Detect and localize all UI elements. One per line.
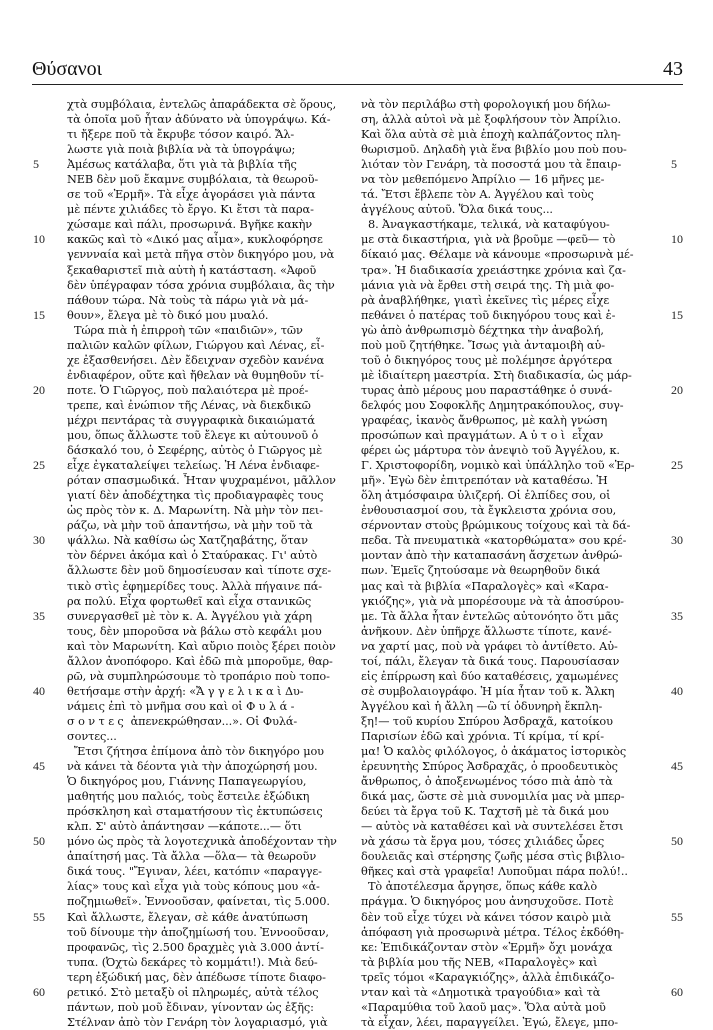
line-number-left: 45 [33,759,45,774]
text-line: νὰ τὸν περιλάβω στὴ φορολογική μου δήλω- [361,98,611,111]
text-line: χε ἐξασθενήσει. Δὲν ἔδειχναν σχεδὸν κανένα [67,353,325,367]
right-column [361,97,642,1030]
text-line: τρεπε, καὶ ἐνώπιον τῆς Λένας, νὰ διεκδικῶ [67,398,311,412]
text-line: μὲ ἰδιαίτερη μαεστρία. Στὴ διαδικασία, ὡς μάρ- [361,368,632,382]
line-number-left: 60 [33,984,45,999]
line-number-left: 15 [33,307,45,322]
text-line: «Παραμύθια τοῦ λαοῦ μας». Ὅλα αὐτὰ μοῦ [361,1000,606,1014]
text-line: Ἀγγέλου καὶ ἡ ἄλλη —ὢ τί ὀδυνηρὴ ἔκπλη- [361,699,603,713]
text-line: κλπ. Σ' αὐτὸ ἀπάντησαν —κάποτε...— ὅτι [67,820,302,834]
text-line: με στὰ δικαστήρια, γιὰ νὰ βροῦμε —φεῦ— τὸ [361,233,616,247]
text-line: σέρνονταν στοὺς βρώμικους τοίχους καὶ τὰ δά- [361,519,631,533]
text-line: σ ο ν τ ε ς ἀπενεκρώθησαν...». Οἱ Φυλά- [67,714,298,728]
text-line: πάθουν τώρα. Νὰ τοὺς τὰ πάρω γιὰ νὰ μά- [67,293,309,307]
text-line: τά. Ἔτσι ἔβλεπε τὸν Α. Ἀγγέλου καὶ τοὺς [361,188,594,202]
text-line: ξεκαθαριστεῖ πιὰ αὐτὴ ἡ κατάσταση. «Ἀφοῦ [67,263,317,277]
text-line: τους, δὲν μποροῦσα νὰ βάλω στὸ κεφάλι μου [67,624,322,638]
line-number-left: 30 [33,533,45,548]
text-line: τι ἤξερε ποῦ τὰ ἔκρυβε τόσον καιρό. Ἄλ- [67,128,295,142]
text-line: τρα». Ἡ διαδικασία χρειάστηκε χρόνια καὶ ζα- [361,263,626,277]
text-line: τοῦ δίνουμε τὴν ἀποζημίωσή του. Ἐννοοῦσαν, [67,925,329,939]
text-line: πρόσκληση καὶ σταματήσουν τὶς ἐκτυπώσεις [67,805,323,819]
text-line: τυρας ἀπὸ μέρους μου παραστάθηκε ὁ συνά- [361,383,613,397]
text-line: ἐνδιαφέρον, οὔτε καὶ ἤθελαν νὰ θυμηθοῦν τί- [67,368,324,382]
text-line: ἐρευνητὴς Σπύρος Ἀσδραχᾶς, ὁ προοδευτικὸς [361,760,618,774]
text-line: ρετικό. Στὸ μεταξὺ οἱ πληρωμές, αὐτὰ τέλος [67,985,319,999]
line-number-left: 50 [33,834,45,849]
text-line: ξη!— τοῦ κυρίου Σπύρου Ἀσδραχᾶ, κατοίκου [361,714,613,728]
text-line: δουλειᾶς καὶ στέρησης ζωῆς μέσα στὶς βιβλιο- [361,850,625,864]
text-line: ΝΕΒ δὲν μοῦ ἔκαμνε συμβόλαια, τὰ θεωροῦ- [67,173,319,187]
text-line: γιατί δὲν ἀποδέχτηκα τὶς προδιαγραφὲς τους [67,489,324,503]
text-line: ρα πολύ. Εἶχα φορτωθεῖ καὶ εἶχα στανικῶς [67,594,312,608]
text-line: μὲ πέντε χιλιάδες τὸ ἔργο. Κι ἔτσι τὰ παρα- [67,203,314,217]
text-line: γὼ ἀπὸ ἀνθρωπισμὸ δέχτηκα τὴν ἀναβολή, [361,323,604,337]
text-line: ρὰ ἀναβλήθηκε, γιατὶ ἐκεῖνες τὶς μέρες εἶχε [361,293,610,307]
line-number-right: 50 [671,834,683,849]
text-line: λιόταν τὸν Γενάρη, τὰ ποσοστά μου τὰ ἔπαιρ- [361,158,622,172]
text-line: πράγμα. Ὁ δικηγόρος μου ἀνησυχοῦσε. Ποτὲ [361,895,614,909]
line-number-right: 10 [671,232,683,247]
text-line: τὰ εἶχαν, λέει, παραγγείλει. Ἐγώ, ἔλεγε, μπο- [361,1015,619,1029]
line-number-left: 20 [33,382,45,397]
text-line: ὅλη ἀτμόσφαιρα ὑλιζερή. Οἱ ἐλπίδες σου, οἱ [361,489,611,503]
text-line: δάσκαλό του, ὁ Σεφέρης, αὐτὸς ὁ Γιῶργος μὲ [67,444,323,458]
text-line: ἄλλον ἀνοπόφορο. Καὶ ἐδῶ πιὰ μποροῦμε, θαρ- [67,654,333,668]
text-line: πων. Ἐμεῖς ζητούσαμε νὰ θεωρηθοῦν δικά [361,564,601,578]
text-line: τικὸ στὶς ἐφημερίδες τους. Ἀλλὰ πήγαινε πά- [67,579,323,593]
text-line: μέχρι πεντάρας τὰ συγγραφικὰ δικαιώματά [67,413,315,427]
text-line: γραφέας, ἱκανὸς ἄνθρωπος, μὲ καλὴ γνώση [361,413,608,427]
text-line: μῆ». Ἐγὼ δὲν ἐπιτρεπόταν νὰ καταθέσω. Ἡ [361,474,608,488]
text-line: δικά μας, ὥστε σὲ μιὰ συνομιλία μας νὰ μπερ- [361,790,625,804]
text-line: φέρει ὡς μάρτυρα τὸν ἀνεψιὸ τοῦ Ἀγγέλου, κ. [361,444,620,458]
text-line: ἐνθουσιασμοί σου, τὰ ἔγκλειστα χρόνια σου, [361,504,617,518]
text-line: ποὺ μοῦ ζητήθηκε. Ἴσως γιὰ ἀνταμοιβὴ αὐ- [361,338,605,352]
page-number: 43 [663,58,683,80]
text-line: ση, ἀλλὰ αὐτοὶ νὰ μὲ ξοφλήσουν τὸν Ἀπρίλιο. [361,113,622,127]
line-number-left: 40 [33,683,45,698]
text-line: νάμεις ἐπὶ τὸ μνῆμα σου καὶ οἱ Φ υ λ ά - [67,699,295,713]
text-line: τρεῖς τόμοι «Καραγκιόζης», ἀλλὰ ἐπιδικάζο- [361,970,615,984]
text-line: τὸν δέρνει ἀκόμα καὶ ὁ Σταύρακας. Γι' αὐτὸ [67,549,318,563]
text-line: χτὰ συμβόλαια, ἐντελῶς ἀπαράδεκτα σὲ ὅρους, [67,98,337,111]
text-line: τυπα. (Ὀχτὼ δεκάρες τὸ κομμάτι!). Μιὰ δεύ- [67,955,318,969]
text-line: γκιόζης», γιὰ νὰ μπορέσουμε νὰ τὰ ἀποσύρου- [361,594,624,608]
text-line: ἀπόφαση γιὰ προσωρινὰ μέτρα. Τέλος ἐκδόθη- [361,925,624,939]
text-line: τερη ἐξώδική μας, δὲν ἀπέδωσε τίποτε διαφο- [67,970,326,984]
text-line: Καὶ ὅλα αὐτὰ σὲ μιὰ ἐποχὴ καλπάζοντος πλη- [361,128,621,142]
text-line: νὰ κάνει τὰ δέοντα γιὰ τὴν ἀποχώρησή μου. [67,760,318,774]
text-line: τοῦ ὁ δικηγόρος τους μὲ πολέμησε ἀργότερα [361,353,613,367]
text-line: σὲ συμβολαιογράφο. Ἡ μία ἦταν τοῦ κ. Ἄλκη [361,684,615,698]
text-line: δὲν ὑπέγραφαν τόσα χρόνια συμβόλαια, ἂς τὴν [67,278,335,292]
text-line: συνεργασθεῖ μὲ τὸν κ. Α. Ἀγγέλου γιὰ χάρη [67,609,312,623]
text-line: ἄνθρωπος, ὁ ἀποξενωμένος τόσο πιὰ ἀπὸ τὰ [361,775,613,789]
text-line: Τὸ ἀποτέλεσμα ἄργησε, ὅπως κάθε καλὸ [361,880,598,894]
text-line: μόνο ὡς πρὸς τὰ λογοτεχνικὰ ἀποδέχονταν τὴν [67,835,337,849]
text-line: Ἔτσι ζήτησα ἐπίμονα ἀπὸ τὸν δικηγόρο μου [67,745,324,759]
line-number-right: 15 [671,307,683,322]
text-line: ψάλλω. Νὰ καθίσω ὡς Χατζηαβάτης, ὅταν [67,534,308,548]
text-line: δίκαιό μας. Θέλαμε νὰ κάνουμε «προσωρινὰ μέ- [361,248,634,262]
text-line: 8. Ἀναγκαστήκαμε, τελικά, νὰ καταφύγου- [361,218,610,232]
text-line: κε: Ἐπιδικάζονταν στὸν «Ἑρμῆ» ὄχι μονάχα [361,940,613,954]
text-line: κακῶς καὶ τὸ «Δικό μας αἷμα», κυκλοφόρησε [67,233,323,247]
text-line: ἄλλωστε δὲν μοῦ δημοσίευσαν καὶ τίποτε σχε- [67,564,332,578]
text-line: Ἀμέσως κατάλαβα, ὅτι γιὰ τὰ βιβλία τῆς [67,158,297,172]
page-header [32,54,683,85]
running-title: Θύσανοι [32,58,103,80]
text-line: θῆκες καὶ στὰ γραφεῖα! Λυποῦμαι πάρα πολύ!.. [361,865,628,879]
line-number-right: 25 [671,458,683,473]
text-line: δελφός μου Σοφοκλῆς Δημητρακόπουλος, συγ- [361,398,624,412]
text-line: λωστε γιὰ ποιὰ βιβλία νὰ τὰ ὑπογράψω; [67,143,296,157]
line-number-right: 35 [671,608,683,623]
line-number-left: 35 [33,608,45,623]
text-line: ποζημιωθεῖ». Ἐννοοῦσαν, φαίνεται, τὶς 5.000. [67,895,330,909]
text-line: νταν καὶ τὰ «Δημοτικὰ τραγούδια» καὶ τὰ [361,985,601,999]
text-line: παλιῶν καλῶν φίλων, Γιώργου καὶ Λένας, εἶ- [67,338,325,352]
text-line: να χαρτί μας, ποὺ νὰ γράφει τὸ ἀντίθετο. Αὐ- [361,639,618,653]
text-line: καὶ τὸν Μαρωνίτη. Καὶ αὔριο ποιὸς ξέρει ποιὸν [67,639,336,653]
text-line: γεννναία καὶ μετὰ πῆγα στὸν δικηγόρο μου, νὰ [67,248,335,262]
text-line: πεδα. Τὰ πνευματικὰ «κατορθώματα» σου κρέ- [361,534,627,548]
text-line: ἀνῆκουν. Δὲν ὑπῆρχε ἄλλωστε τίποτε, κανέ- [361,624,612,638]
text-line: μου, ὅπως ἄλλωστε τοῦ ἔλεγε κι αὐτουνοῦ ὁ [67,429,319,443]
text-line: ἀγγέλους αὐτοῦ. Ὅλα δικά τους... [361,203,553,217]
text-line: ρόταν σπασμωδικά. Ἦταν ψυχραμένοι, μᾶλλον [67,474,336,488]
line-number-right: 5 [671,157,677,172]
text-line: χώσαμε καὶ πάλι, προσωρινά. Βγῆκε κακὴν [67,218,313,232]
text-line: πεθάνει ὁ πατέρας τοῦ δικηγόρου τους καὶ ἐ- [361,308,616,322]
text-line: εἰς ἐπίρρωση καὶ δύο καταθέσεις, χαμωμένες [361,669,619,683]
left-column [67,97,348,1030]
text-line: ράζω, νὰ μὴν τοῦ ἀπαντήσω, νὰ μὴν τοῦ τὰ [67,519,313,533]
text-line: μας καὶ τὰ βιβλία «Παραλογὲς» καὶ «Καρα- [361,579,609,593]
line-number-right: 55 [671,909,683,924]
line-number-left: 5 [33,157,39,172]
line-number-left: 10 [33,232,45,247]
text-line: σοντες... [67,729,117,743]
text-line: εἶχε ἐγκαταλείψει τελείως. Ἡ Λένα ἐνδιαφε- [67,459,320,473]
text-line: ὡς πρὸς τὸν κ. Δ. Μαρωνίτη. Νὰ μὴν τὸν πει- [67,504,323,518]
text-line: Καὶ ἄλλωστε, ἔλεγαν, σὲ κάθε ἀνατύπωση [67,910,308,924]
text-line: — αὐτὸς νὰ καταθέσει καὶ νὰ συντελέσει ἔτσι [361,820,624,834]
text-line: ποτε. Ὁ Γιῶργος, ποὺ παλαιότερα μὲ προέ- [67,383,309,397]
text-line: Τώρα πιὰ ἡ ἐπιρροὴ τῶν «παιδιῶν», τῶν [67,323,303,337]
text-line: ἀπαίτησή μας. Τὰ ἄλλα —ὅλα— τὰ θεωροῦν [67,850,317,864]
line-number-right: 40 [671,683,683,698]
text-line: τοί, πάλι, ἔλεγαν τὰ δικά τους. Παρουσίασαν [361,654,620,668]
text-line: θωρισμοῦ. Δηλαδὴ γιὰ ἕνα βιβλίο μου ποὺ που- [361,143,627,157]
text-line: πάντων, ποὺ μοῦ ἔδιναν, γίνονταν ὡς ἑξῆς: [67,1000,314,1014]
text-line: προφανῶς, τὶς 2.500 δραχμὲς γιὰ 3.000 ἀντί- [67,940,324,954]
text-line: δικά τους. "Ἔγιναν, λέει, κατόπιν «παραγγε- [67,865,322,879]
text-line: ρῶ, νὰ συμπληρώσουμε τὸ τροπάριο ποὺ τοπο- [67,669,330,683]
line-number-left: 25 [33,458,45,473]
line-number-right: 45 [671,759,683,774]
line-number-right: 30 [671,533,683,548]
text-line: δὲν τοῦ εἶχε τύχει νὰ κάνει τόσον καιρὸ μιὰ [361,910,612,924]
text-line: μονταν ἀπὸ τὴν καταπασάνη ἄσχετων ἀνθρώ- [361,549,623,563]
text-line: σε τοῦ «Ἑρμῆ». Τὰ εἶχε ἀγοράσει γιὰ πάντα [67,188,316,202]
text-line: θουν», ἔλεγα μὲ τὸ δικό μου μυαλό. [67,308,269,322]
text-line: Γ. Χριστοφορίδη, νομικὸ καὶ ὑπάλληλο τοῦ «Ἑρ- [361,459,635,473]
text-line: μάνια γιὰ νὰ ἔρθει στὴ σειρά της. Τὴ μιὰ φο- [361,278,615,292]
text-line: δεύει τὰ ἔργα τοῦ Κ. Ταχτσῆ μὲ τὰ δικά μου [361,805,609,819]
text-line: μα! Ὁ καλὸς φιλόλογος, ὁ ἀκάματος ἱστορικὸς [361,745,627,759]
text-line: θετήσαμε στὴν ἀρχή: «Ἄ γ γ ε λ ι κ α ὶ Δυ- [67,684,304,698]
text-line: Παρισίων ἐδῶ καὶ χρόνια. Τί κρίμα, τί κρί- [361,729,604,743]
text-line: τὰ ὁποῖα μοῦ ἦταν ἀδύνατο νὰ ὑπογράψω. Κά- [67,113,331,127]
line-number-right: 60 [671,984,683,999]
text-line: να τὸν μεθεπόμενο Ἀπρίλιο — 16 μῆνες με- [361,173,605,187]
text-line: νὰ χάσω τὰ ἔργα μου, τόσες χιλιάδες ὧρες [361,835,605,849]
text-line: μαθητής μου παλιός, τοὺς ἔστειλε ἐξώδικη [67,790,310,804]
line-number-right: 20 [671,382,683,397]
line-number-left: 55 [33,909,45,924]
text-line: τὰ βιβλία μου τῆς ΝΕΒ, «Παραλογὲς» καὶ [361,955,598,969]
text-line: με. Τὰ ἄλλα ἦταν ἐντελῶς αὐτονόητο ὅτι μᾶς [361,609,619,623]
text-line: Στέλναν ἀπὸ τὸν Γενάρη τὸν λογαριασμό, γιὰ [67,1015,328,1029]
text-line: Ὁ δικηγόρος μου, Γιάννης Παπαγεωργίου, [67,775,307,789]
text-line: προσώπων καὶ πραγμάτων. Α ὐ τ ο ὶ εἶχαν [361,429,604,443]
text-line: λίας» τους καὶ εἶχα γιὰ τοὺς κόπους μου «ἀ- [67,880,320,894]
